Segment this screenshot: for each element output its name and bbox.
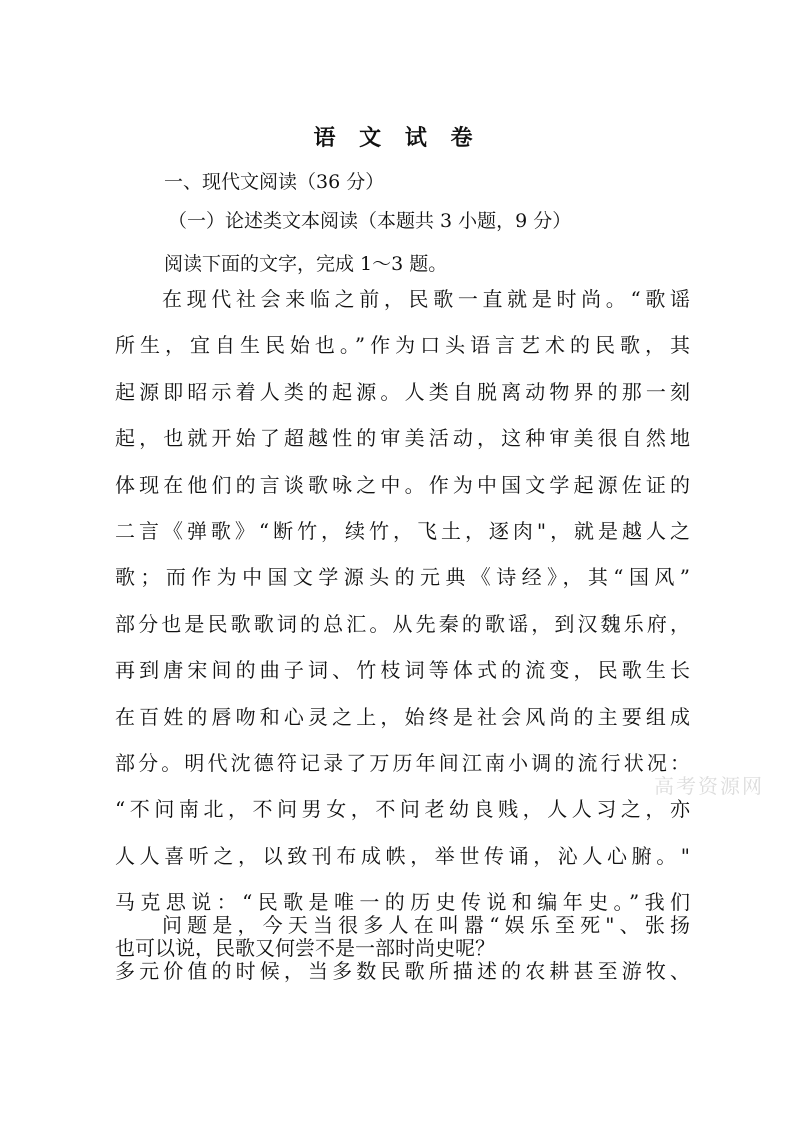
paragraph-line: 二言《弹歌》“断竹，续竹，飞土，逐肉"，就是越人之 <box>115 518 690 543</box>
paragraph-line: 部分。明代沈德符记录了万历年间江南小调的流行状况： <box>115 750 690 775</box>
paragraph-line: 所生，宜自生民始也。”作为口头语言艺术的民歌，其 <box>115 333 690 358</box>
paragraph-line: 人人喜听之，以致刊布成帙，举世传诵，沁人心腑。" <box>115 843 690 868</box>
paragraph-line: 马克思说：“民歌是唯一的历史传说和编年史。”我们 <box>115 890 690 915</box>
watermark: 高考资源网 <box>654 774 764 798</box>
paragraph-line: 问题是，今天当很多人在叫嚣“娱乐至死"、张扬 <box>162 913 690 937</box>
passage-paragraph-1 <box>115 276 690 972</box>
paragraph-line: 部分也是民歌歌词的总汇。从先秦的歌谣，到汉魏乐府， <box>115 611 690 636</box>
paragraph-line: 在百姓的唇吻和心灵之上，始终是社会风尚的主要组成 <box>115 704 690 729</box>
paragraph-line: “不问南北，不问男女，不问老幼良贱，人人习之，亦 <box>115 797 690 822</box>
paragraph-line: 体现在他们的言谈歌咏之中。作为中国文学起源佐证的 <box>115 472 690 497</box>
section-heading: 一、现代文阅读（36 分） <box>164 171 385 193</box>
page-title: 语 文 试 卷 <box>313 125 481 151</box>
paragraph-line: 歌；而作为中国文学源头的元典《诗经》，其“国风” <box>115 565 690 590</box>
paragraph-line: 也可以说，民歌又何尝不是一部时尚史呢？ <box>115 936 495 961</box>
paragraph-line: 起，也就开始了超越性的审美活动，这种审美很自然地 <box>115 426 690 451</box>
paragraph-line: 在现代社会来临之前，民歌一直就是时尚。“歌谣 <box>162 287 690 311</box>
paragraph-line: 再到唐宋间的曲子词、竹枝词等体式的流变，民歌生长 <box>115 658 690 683</box>
paragraph-line: 多元价值的时候，当多数民歌所描述的农耕甚至游牧、 <box>115 959 690 984</box>
passage-paragraph-2 <box>115 902 690 995</box>
paragraph-line: 起源即昭示着人类的起源。人类自脱离动物界的那一刻 <box>115 379 690 404</box>
subsection-heading: （一）论述类文本阅读（本题共 3 小题，9 分） <box>168 210 572 232</box>
instruction-text: 阅读下面的文字，完成 1～3 题。 <box>164 253 448 275</box>
